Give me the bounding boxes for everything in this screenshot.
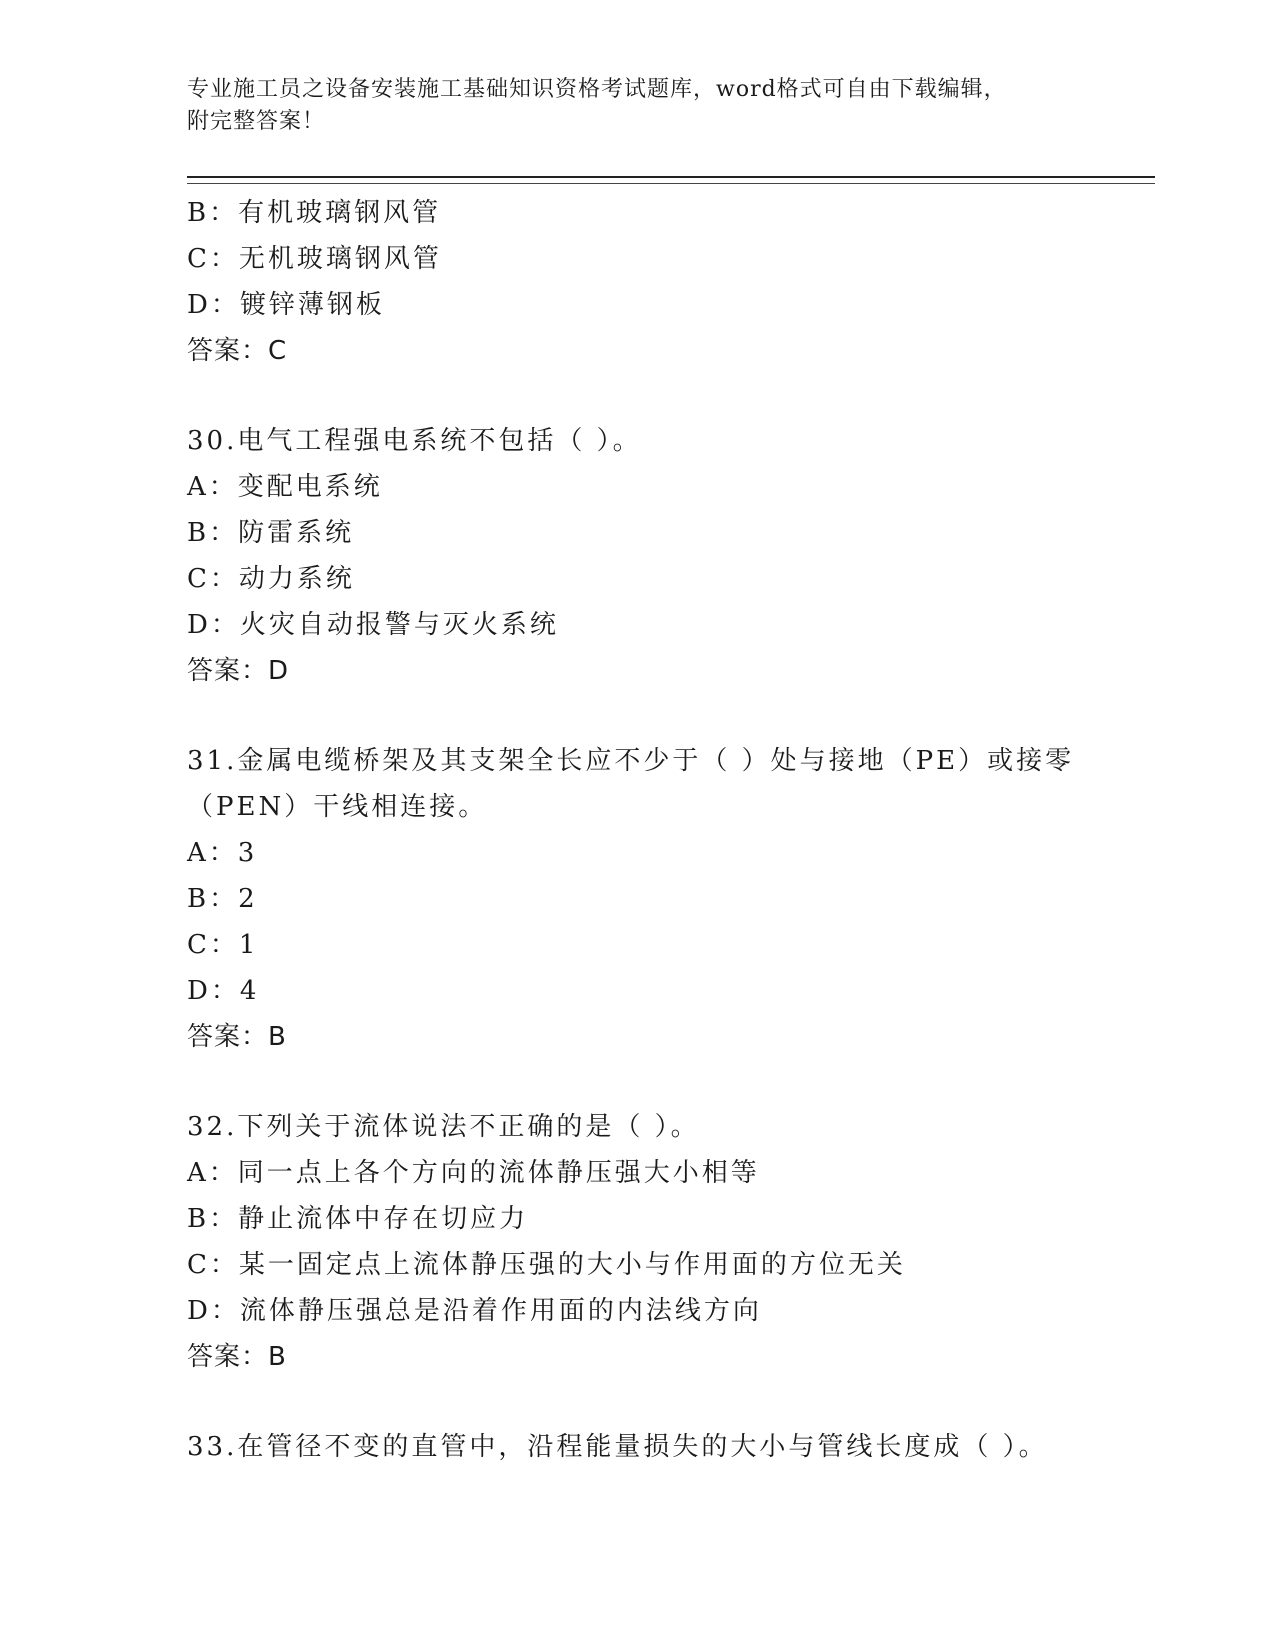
answer: 答案：D (187, 656, 290, 686)
answer: 答案：B (187, 1342, 287, 1372)
answer: 答案：B (187, 1022, 287, 1052)
question-text: 32.下列关于流体说法不正确的是（ ）。 (187, 1112, 700, 1142)
option-d: D：镀锌薄钢板 (187, 290, 385, 320)
answer: 答案：C (187, 336, 288, 366)
question-text: 30.电气工程强电系统不包括（ ）。 (187, 426, 642, 456)
option-a: A：同一点上各个方向的流体静压强大小相等 (187, 1158, 760, 1188)
option-c: C：1 (187, 930, 259, 960)
question-29-continued (187, 190, 1087, 374)
option-b: B：静止流体中存在切应力 (187, 1204, 529, 1234)
option-d: D：4 (187, 976, 260, 1006)
option-a: A：变配电系统 (187, 472, 383, 502)
question-30 (187, 418, 1087, 694)
question-list (187, 190, 1087, 1470)
option-c: C：无机玻璃钢风管 (187, 244, 442, 274)
option-d: D：流体静压强总是沿着作用面的内法线方向 (187, 1296, 762, 1326)
document-header (187, 74, 1067, 138)
option-b: B：2 (187, 884, 258, 914)
header-line-1: 专业施工员之设备安装施工基础知识资格考试题库，word格式可自由下载编辑， (187, 77, 1007, 102)
option-b: B：防雷系统 (187, 518, 355, 548)
option-a: A：3 (187, 838, 258, 868)
header-divider-thin (187, 183, 1155, 184)
option-c: C：某一固定点上流体静压强的大小与作用面的方位无关 (187, 1250, 906, 1280)
question-text: 33.在管径不变的直管中，沿程能量损失的大小与管线长度成（ ）。 (187, 1432, 1048, 1462)
question-31 (187, 738, 1087, 1060)
option-c: C：动力系统 (187, 564, 355, 594)
question-33 (187, 1424, 1087, 1470)
question-32 (187, 1104, 1087, 1380)
question-text-line-2: （PEN）干线相连接。 (187, 792, 488, 822)
question-text-line-1: 31.金属电缆桥架及其支架全长应不少于（ ）处与接地（PE）或接零 (187, 746, 1075, 776)
option-d: D：火灾自动报警与灭火系统 (187, 610, 559, 640)
header-divider-thick (187, 176, 1155, 178)
header-line-2: 附完整答案！ (187, 109, 326, 134)
option-b: B：有机玻璃钢风管 (187, 198, 442, 228)
